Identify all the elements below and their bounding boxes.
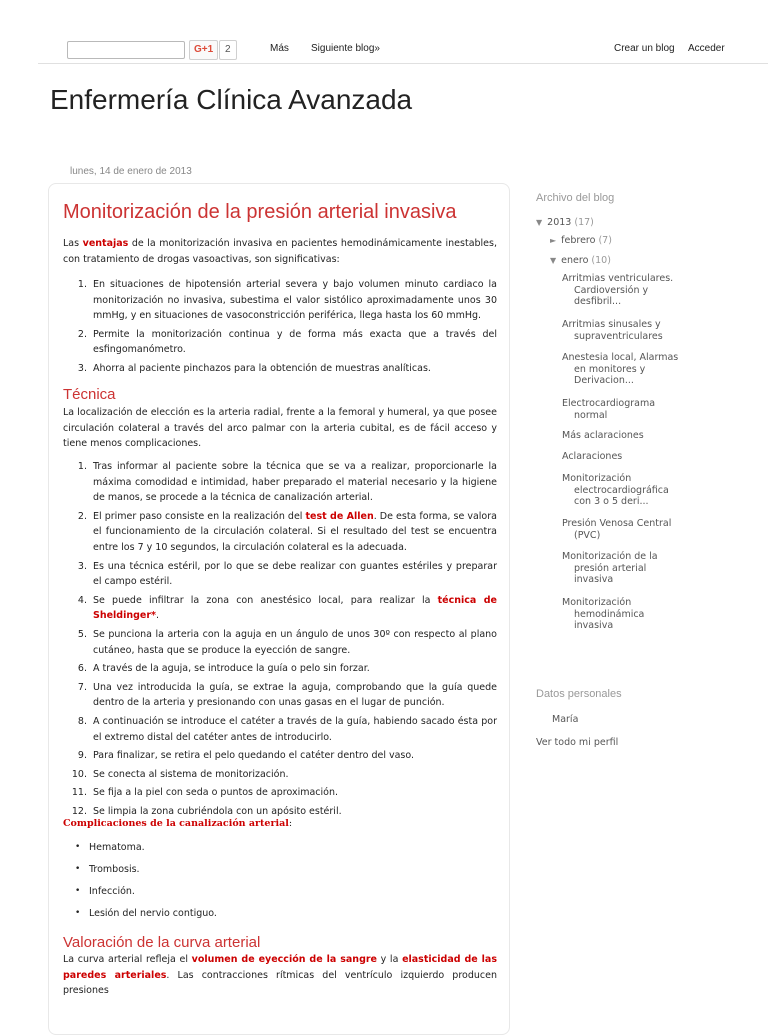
list-item: 11. Se fija a la piel con seda o puntos de aproximación. — [71, 787, 339, 799]
tecnica-heading: Técnica — [63, 386, 116, 403]
list-item: 4. Se puede infiltrar la zona con anestésico local, para realizar la técnica de Sheldinger*. — [77, 594, 497, 622]
intro-paragraph — [63, 236, 497, 267]
list-item: 7. Una vez introducida la guía, se extrae la aguja, comprobando que la guía quede dentro de la arteria y presionando con unas gasas en el lugar de punción. — [77, 681, 497, 709]
archive-heading: Archivo del blog — [536, 192, 615, 204]
advantages-list — [63, 277, 497, 380]
sign-in-link[interactable]: Acceder — [688, 43, 725, 54]
valoracion-paragraph: La curva arterial refleja el volumen de eyección de la sangre y la elasticidad de las paredes arteriales. Las contracciones rítmicas del ventrículo izquierdo producen presiones — [63, 954, 497, 997]
valoracion-heading: Valoración de la curva arterial — [63, 934, 261, 951]
intro-text: Las — [63, 238, 83, 249]
list-item: 5. Se punciona la arteria con la aguja en un ángulo de unos 30º con respecto al plano cutáneo, hasta que se produce la eyección de sangre. — [77, 628, 497, 656]
list-item: 1. En situaciones de hipotensión arterial severa y bajo volumen minuto cardiaco la monitorización no invasiva, subestima el valor sistólico aproximadamente unos 30 mmHg, y en situaciones de vasoconstricción periférica, llega hasta los 60 mmHg. — [77, 279, 497, 322]
gplus-count: 2 — [219, 40, 237, 60]
list-item: 3. Ahorra al paciente pinchazos para la obtención de muestras analíticas. — [77, 362, 431, 374]
list-item: • Infección. — [63, 884, 217, 906]
sheldinger-link[interactable]: técnica de Sheldinger* — [93, 594, 497, 622]
archive-post-link[interactable]: Electrocardiograma normal — [562, 398, 656, 421]
list-item: 2. Permite la monitorización continua y de forma más exacta que a través del esfingomanómetro. — [77, 328, 497, 356]
archive-post-link[interactable]: Monitorización de la presión arterial invasiva — [562, 551, 658, 586]
author-name-link[interactable]: María — [552, 714, 579, 725]
post-card — [48, 183, 510, 1035]
list-item: 12. Se limpia la zona cubriéndola con un apósito estéril. — [71, 805, 342, 817]
archive-post-link[interactable]: Presión Venosa Central (PVC) — [562, 518, 672, 541]
list-item: 2. El primer paso consiste en la realización del test de Allen. De esta forma, se valora el funcionamiento de la circulación colateral. Si el resultado del test se encuentra entre los 7 y 10 segundos, la circulación colateral es la adecuada. — [77, 510, 497, 553]
header-divider — [38, 63, 768, 64]
triangle-down-icon[interactable]: ▼ — [550, 256, 557, 265]
archive-post-link[interactable]: Anestesia local, Alarmas en monitores y Derivacion... — [562, 352, 679, 387]
archive-post-link[interactable]: Más aclaraciones — [562, 430, 644, 441]
list-item: 1. Tras informar al paciente sobre la técnica que se va a realizar, proporcionarle la máxima comodidad e intimidad, haber preparado el material necesario y la higiene de manos, se procede a la técnica de canalización arterial. — [77, 461, 497, 504]
list-item: 3. Es una técnica estéril, por lo que se debe realizar con guantes estériles y preparar el campo estéril. — [77, 560, 497, 588]
archive-post-link[interactable]: Monitorización hemodinámica invasiva — [562, 597, 645, 632]
tecnica-intro: La localización de elección es la arteria radial, frente a la femoral y humeral, ya que posee circulación colateral a través del arco palmar con la arteria cubital, es de fácil acceso y tiene menos complicaciones. — [63, 407, 497, 450]
more-link[interactable]: Más — [270, 43, 289, 54]
archive-year-2013[interactable]: ▼ 2013 (17) — [536, 217, 594, 228]
volumen-link[interactable]: volumen de eyección de la sangre — [191, 954, 377, 965]
blogger-navbar — [0, 0, 768, 60]
triangle-right-icon[interactable]: ► — [550, 236, 557, 245]
complicaciones-label[interactable]: Complicaciones de la canalización arterial: — [63, 818, 293, 829]
post-title[interactable]: Monitorización de la presión arterial invasiva — [63, 201, 457, 223]
elasticidad-link[interactable]: elasticidad de las paredes arteriales — [63, 954, 497, 981]
next-blog-link[interactable]: Siguiente blog» — [311, 43, 380, 54]
test-allen-link[interactable]: test de Allen — [305, 510, 374, 522]
list-item: 8. A continuación se introduce el catéter a través de la guía, habiendo sacado ésta por el extremo distal del catéter antes de introducirlo. — [77, 715, 497, 743]
list-item: 6. A través de la aguja, se introduce la guía o pelo sin forzar. — [77, 663, 370, 675]
ventajas-link[interactable]: ventajas — [82, 238, 129, 249]
archive-month-febrero[interactable]: ► febrero (7) — [550, 235, 612, 246]
archive-post-link[interactable]: Arritmias ventriculares. Cardioversión y desfibril... — [562, 273, 674, 308]
triangle-down-icon[interactable]: ▼ — [536, 218, 543, 227]
post-date: lunes, 14 de enero de 2013 — [70, 166, 192, 177]
list-item: • Lesión del nervio contiguo. — [63, 906, 217, 928]
gplus-button[interactable]: G+1 — [189, 40, 218, 60]
complicaciones-list — [63, 840, 217, 928]
list-item: • Hematoma. — [63, 840, 217, 862]
archive-month-enero[interactable]: ▼ enero (10) — [550, 255, 611, 266]
list-item: 10. Se conecta al sistema de monitorización. — [71, 768, 289, 780]
create-blog-link[interactable]: Crear un blog — [614, 43, 675, 54]
archive-post-link[interactable]: Arritmias sinusales y supraventriculares — [562, 319, 663, 342]
search-input[interactable] — [67, 41, 185, 59]
tecnica-steps — [63, 459, 497, 822]
archive-post-link[interactable]: Monitorización electrocardiográfica con 3 o 5 deri... — [562, 473, 669, 508]
blog-title[interactable]: Enfermería Clínica Avanzada — [50, 84, 413, 115]
view-profile-link[interactable]: Ver todo mi perfil — [536, 737, 619, 748]
list-item: 9. Para finalizar, se retira el pelo quedando el catéter dentro del vaso. — [77, 750, 415, 762]
list-item: • Trombosis. — [63, 862, 217, 884]
intro-text-cont: de la monitorización invasiva en pacientes hemodinámicamente inestables, con tratamiento de drogas vasoactivas, son significativas: — [63, 238, 497, 265]
archive-post-link[interactable]: Aclaraciones — [562, 451, 623, 462]
personal-heading: Datos personales — [536, 688, 622, 700]
